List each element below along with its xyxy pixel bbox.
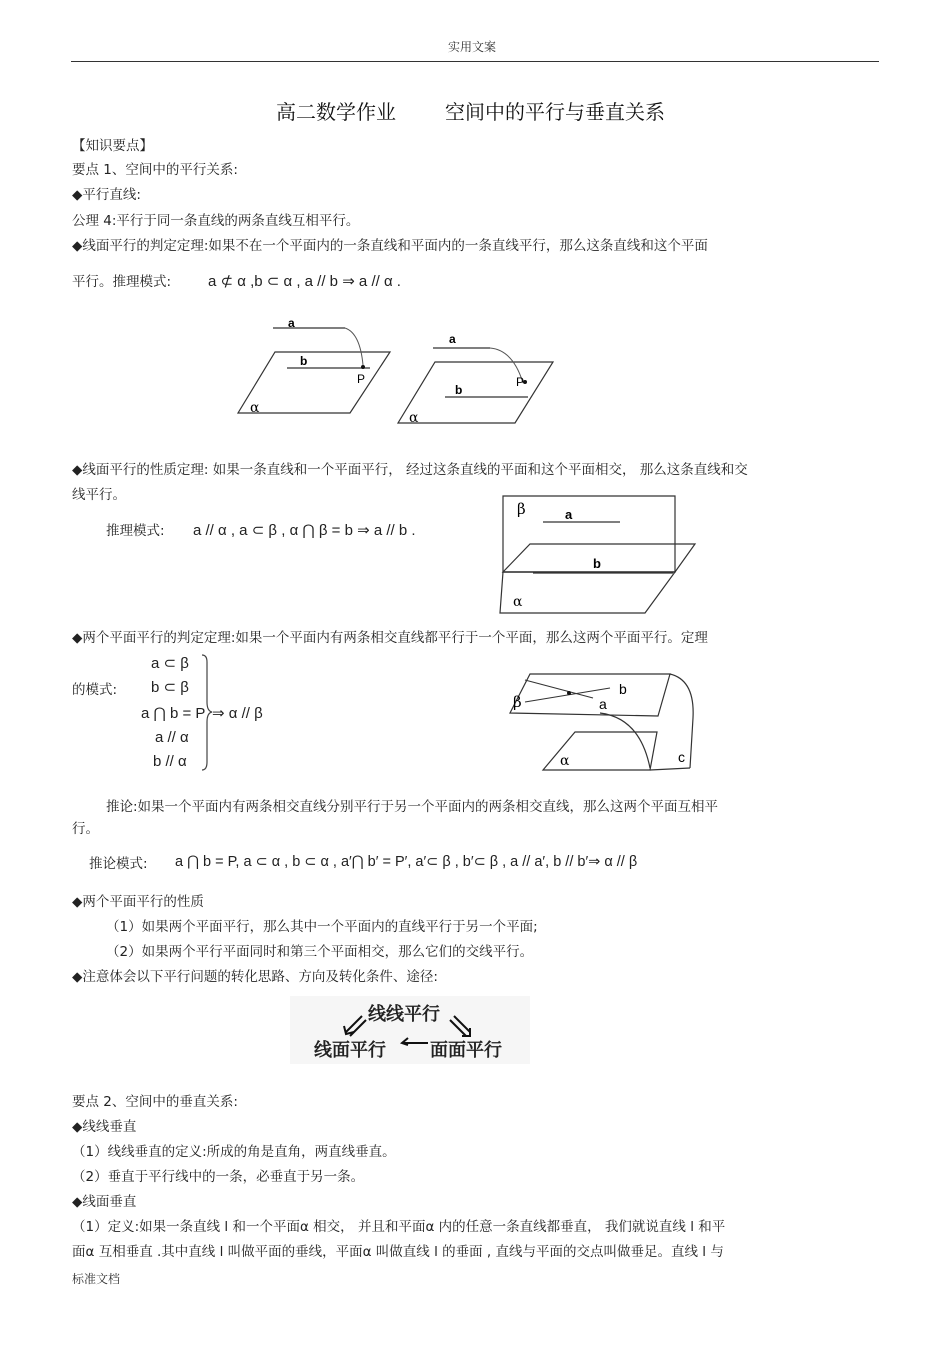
page-header: 实用文案 [448, 40, 497, 54]
line-line-perp-2: （2）垂直于平行线中的一条，必垂直于另一条。 [72, 1169, 365, 1185]
line-line-perp-1: （1）线线垂直的定义:所成的角是直角，两直线垂直。 [72, 1144, 396, 1160]
corollary-label: 推论模式: [89, 856, 148, 872]
fig3-label-alpha: α [560, 753, 570, 769]
fig1-right-diagram [395, 328, 560, 428]
line-plane-property-text: ◆线面平行的性质定理: 如果一条直线和一个平面平行， 经过这条直线的平面和这个平面相交， 那么这条直线和交 [72, 462, 748, 478]
section-label: 【知识要点】 [72, 138, 153, 154]
transform-right: 面面平行 [430, 1040, 502, 1061]
corollary-formula: a ⋂ b = P, a ⊂ α , b ⊂ α , a′⋂ b′ = P′, a′⊂ β , b′⊂ β , a // a′, b // b′⇒ α // β [175, 854, 638, 870]
line-plane-perp-def-2: 面α 互相垂直 .其中直线 l 叫做平面的垂线，平面α 叫做直线 l 的垂面 , 直线与平面的交点叫做垂足。直线 l 与 [72, 1244, 724, 1260]
line-plane-perp-def-1: （1）定义:如果一条直线 l 和一个平面α 相交， 并且和平面α 内的任意一条直线都垂直， 我们就说直线 l 和平 [72, 1219, 726, 1235]
system-line-3: a ⋂ b = P [141, 705, 206, 722]
fig1-right-label-p: P [516, 375, 525, 389]
point2-heading: 要点 2、空间中的垂直关系: [72, 1094, 238, 1110]
system-line-4: a // α [155, 729, 189, 746]
fig3-label-a: a [599, 696, 607, 712]
corollary-text: 推论:如果一个平面内有两条相交直线分别平行于另一个平面内的两条相交直线，那么这两个平面互相平 [106, 799, 719, 815]
fig2-label-alpha: α [513, 594, 523, 610]
line-plane-property-label: 推理模式: [106, 523, 165, 539]
fig1-left-label-p: P [357, 372, 366, 386]
fig1-left-label-alpha: α [250, 400, 260, 416]
line-line-perp-heading: ◆线线垂直 [72, 1119, 137, 1135]
line-plane-judge-text: ◆线面平行的判定定理:如果不在一个平面内的一条直线和平面内的一条直线平行，那么这条直线和这个平面 [72, 238, 708, 254]
fig1-left-label-b: b [300, 354, 308, 368]
fig2-diagram [495, 492, 700, 617]
plane-plane-property-2: （2）如果两个平行平面同时和第三个平面相交，那么它们的交线平行。 [106, 944, 534, 960]
fig1-left-label-a: a [288, 316, 295, 330]
fig2-label-a: a [565, 507, 573, 522]
fig1-left-diagram [230, 315, 400, 425]
plane-plane-judge-label: 的模式: [72, 682, 118, 698]
line-plane-judge-formula: a ⊄ α ,b ⊂ α , a // b ⇒ a // α . [208, 273, 401, 290]
fig2-label-b: b [593, 556, 601, 571]
header-rule [71, 61, 879, 62]
fig3-label-b: b [619, 681, 627, 697]
transform-top: 线线平行 [368, 1004, 440, 1025]
fig3-label-c: c [678, 749, 685, 765]
fig1-right-label-alpha: α [409, 410, 419, 426]
plane-plane-property-heading: ◆两个平面平行的性质 [72, 894, 204, 910]
system-line-2: b ⊂ β [151, 679, 189, 696]
transform-arrows [330, 1008, 490, 1048]
fig3-diagram [505, 668, 700, 778]
line-plane-property-formula: a // α , a ⊂ β , α ⋂ β = b ⇒ a // b . [193, 522, 416, 539]
axiom-4: 公理 4:平行于同一条直线的两条直线互相平行。 [72, 213, 360, 229]
plane-plane-property-1: （1）如果两个平面平行，那么其中一个平面内的直线平行于另一个平面; [106, 919, 538, 935]
plane-plane-judge-text: ◆两个平面平行的判定定理:如果一个平面内有两条相交直线都平行于一个平面，那么这两个平面平行。定理 [72, 630, 708, 646]
system-result: ⇒ α // β [212, 705, 263, 722]
page-title: 高二数学作业 [276, 100, 396, 124]
system-line-1: a ⊂ β [151, 655, 189, 672]
line-plane-property-cont: 线平行。 [72, 487, 126, 503]
corollary-cont: 行。 [72, 821, 99, 837]
page-subtitle: 空间中的平行与垂直关系 [445, 100, 665, 124]
point1-heading: 要点 1、空间中的平行关系: [72, 162, 238, 178]
system-line-5: b // α [153, 753, 187, 770]
parallel-lines-heading: ◆平行直线: [72, 187, 141, 203]
line-plane-judge-cont: 平行。推理模式: [72, 274, 172, 290]
fig3-label-beta: β [513, 693, 522, 711]
transform-left: 线面平行 [314, 1040, 386, 1061]
line-plane-perp-heading: ◆线面垂直 [72, 1194, 137, 1210]
fig1-right-label-a: a [449, 332, 456, 346]
transform-note: ◆注意体会以下平行问题的转化思路、方向及转化条件、途径: [72, 969, 438, 985]
fig2-label-beta: β [517, 500, 526, 518]
page-footer: 标准文档 [72, 1272, 121, 1286]
fig1-right-label-b: b [455, 383, 463, 397]
